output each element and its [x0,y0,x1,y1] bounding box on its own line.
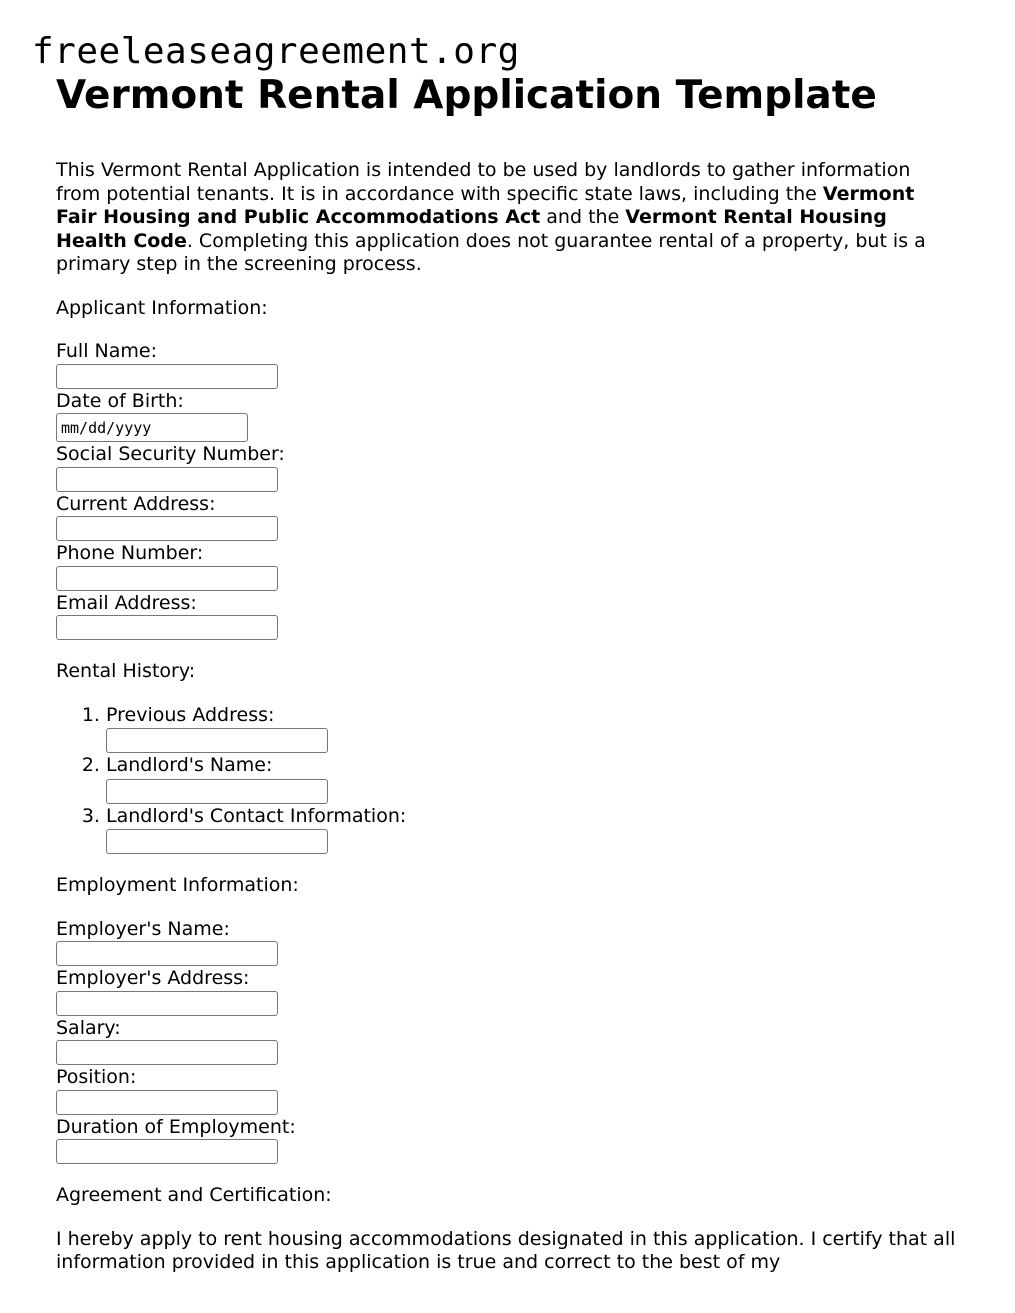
list-item [106,754,956,804]
document-page [56,72,956,1275]
employment-heading: Employment Information: [56,874,299,896]
current-address-input[interactable] [56,516,278,541]
agreement-heading: Agreement and Certification: [56,1184,332,1206]
ssn-label: Social Security Number: [56,443,285,465]
duration-label: Duration of Employment: [56,1115,296,1138]
agreement-text: I hereby apply to rent housing accommodations designated in this application. I certify that all information provided in this application is true and correct to the best of my [56,1227,956,1273]
phone-input[interactable] [56,566,278,591]
salary-label: Salary: [56,1016,121,1039]
full-name-input[interactable] [56,364,278,389]
previous-address-input[interactable] [106,728,328,753]
email-label: Email Address: [56,591,197,614]
page-title: Vermont Rental Application Template [56,73,877,118]
intro-bold-act: Vermont Fair Housing and Public Accommodations Act [56,182,915,228]
intro-bold-code: Vermont Rental Housing Health Code [56,206,887,252]
applicant-fields [56,340,956,640]
intro-text-1: This Vermont Rental Application is intended to be used by landlords to gather information from potential tenants. It is in accordance with specific state laws, including the [56,159,911,205]
landlord-contact-label: 3. Landlord's Contact Information: [106,804,407,827]
position-input[interactable] [56,1090,278,1115]
site-watermark: freeleaseagreement.org [32,31,520,72]
email-input[interactable] [56,615,278,640]
employer-address-label: Employer's Address: [56,967,250,989]
employer-name-input[interactable] [56,941,278,966]
intro-text-2: and the [540,206,626,228]
list-item [106,704,956,754]
rental-history-list [56,704,956,855]
landlord-name-label: 2. Landlord's Name: [106,754,273,776]
list-item [106,805,956,855]
previous-address-label: 1. Previous Address: [106,703,275,726]
ssn-input[interactable] [56,467,278,492]
full-name-label: Full Name: [56,340,157,362]
intro-text-3: . Completing this application does not guarantee rental of a property, but is a primary step in the screening process. [56,229,926,275]
landlord-contact-input[interactable] [106,829,328,854]
employer-name-label: Employer's Name: [56,917,230,940]
salary-input[interactable] [56,1040,278,1065]
dob-label: Date of Birth: [56,389,184,412]
rental-history-heading: Rental History: [56,660,196,682]
phone-label: Phone Number: [56,542,204,564]
employer-address-input[interactable] [56,991,278,1016]
duration-input[interactable] [56,1139,278,1164]
position-label: Position: [56,1066,137,1088]
intro-paragraph [56,159,956,277]
current-address-label: Current Address: [56,492,216,515]
landlord-name-input[interactable] [106,779,328,804]
applicant-heading: Applicant Information: [56,296,268,319]
dob-input[interactable] [56,413,248,442]
employment-fields [56,918,956,1165]
